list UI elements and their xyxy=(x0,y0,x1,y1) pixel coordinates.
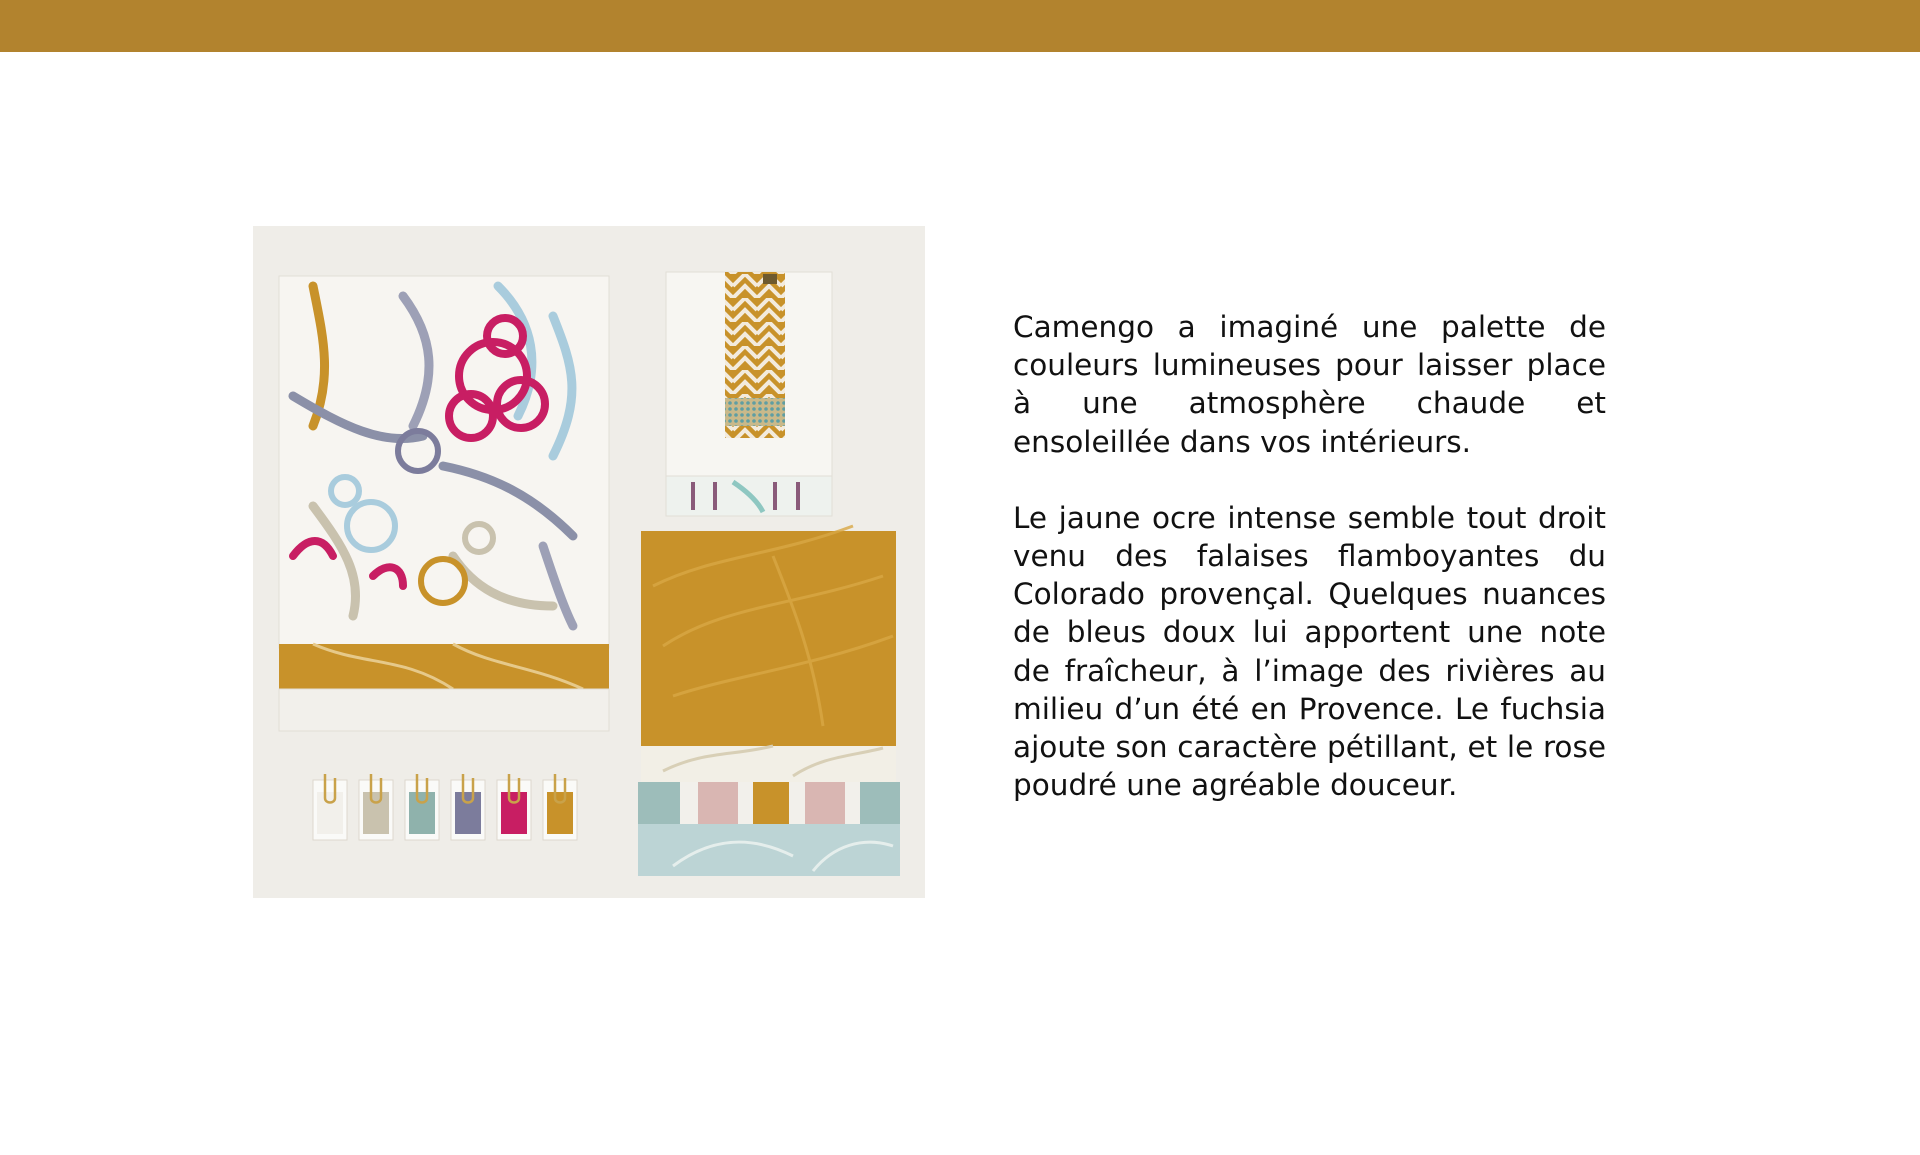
fabric-swatch-moodboard-icon xyxy=(253,226,925,898)
paragraph-colors: Le jaune ocre intense semble tout droit venu des falaises flamboyantes du Colorado provençal. Quelques nuances de bleus doux lui apportent une note de fraîcheur, à l’image des rivières au milieu d’un été en Provence. Le fuchsia ajoute son caractère pétillant, et le rose poudré une agréable douceur. xyxy=(1013,500,1606,803)
top-accent-bar xyxy=(0,0,1920,52)
spool-beige xyxy=(359,774,393,840)
fabric-moodboard-image xyxy=(253,226,925,898)
spool-white xyxy=(313,774,347,840)
paragraph-intro: Camengo a imaginé une palette de couleurs lumineuses pour laisser place à une atmosphère chaude et ensoleillée dans vos intérieurs. xyxy=(1013,310,1606,459)
description-text xyxy=(1013,308,1606,842)
spool-sage xyxy=(405,774,439,840)
spool-ochre xyxy=(543,774,577,840)
spool-lavender xyxy=(451,774,485,840)
spool-fuchsia xyxy=(497,774,531,840)
